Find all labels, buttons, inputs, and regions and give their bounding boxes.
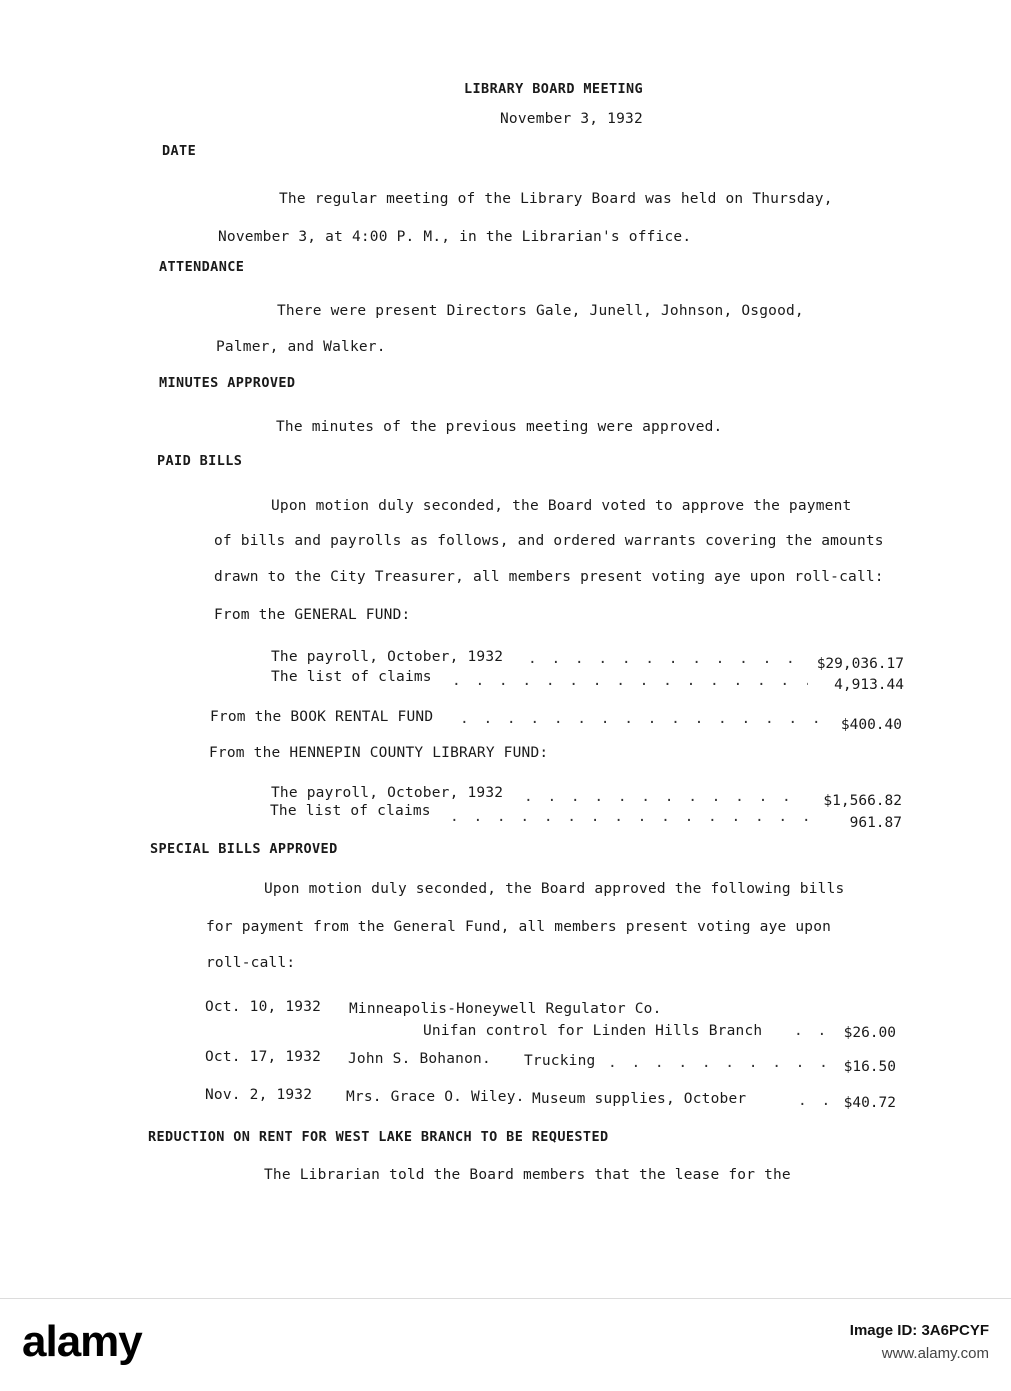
date-text-line-1: The regular meeting of the Library Board was held on Thursday,: [279, 191, 833, 207]
leader-dots: [524, 788, 806, 806]
special-bill-amount: $16.50: [843, 1059, 896, 1075]
special-bill-description: Unifan control for Linden Hills Branch: [423, 1023, 763, 1039]
reduction-text-line-1: The Librarian told the Board members that the lease for the: [264, 1167, 791, 1183]
attendance-text-line-2: Palmer, and Walker.: [216, 339, 386, 355]
special-bills-text-line-2: for payment from the General Fund, all members present voting aye upon: [206, 919, 832, 935]
heading-date: DATE: [162, 143, 197, 159]
special-bill-payee: Mrs. Grace O. Wiley.: [346, 1089, 525, 1105]
leader-dots: [452, 672, 808, 690]
date-text-line-2: November 3, at 4:00 P. M., in the Librarian's office.: [218, 229, 692, 245]
general-payroll-label: The payroll, October, 1932: [271, 649, 504, 665]
hennepin-payroll-label: The payroll, October, 1932: [271, 785, 504, 801]
image-url-label: www.alamy.com: [881, 1345, 989, 1362]
attendance-text-line-1: There were present Directors Gale, Junell, Johnson, Osgood,: [277, 303, 804, 319]
leader-dots: [528, 650, 800, 668]
heading-minutes-approved: MINUTES APPROVED: [159, 375, 296, 391]
hennepin-fund-label: From the HENNEPIN COUNTY LIBRARY FUND:: [209, 745, 549, 761]
special-bill-date: Nov. 2, 1932: [205, 1087, 313, 1103]
special-bill-payee: John S. Bohanon.: [348, 1051, 491, 1067]
leader-dots: [794, 1022, 834, 1040]
book-rental-amount: $400.40: [840, 717, 902, 733]
special-bill-description: Trucking: [524, 1053, 596, 1069]
minutes-text-line-1: The minutes of the previous meeting were approved.: [276, 419, 723, 435]
general-claims-label: The list of claims: [271, 669, 432, 685]
special-bill-date: Oct. 10, 1932: [205, 999, 322, 1015]
image-id-label: Image ID: 3A6PCYF: [849, 1322, 989, 1339]
special-bills-text-line-3: roll-call:: [206, 955, 296, 971]
alamy-logo: alamy: [22, 1317, 142, 1366]
paid-bills-text-line-2: of bills and payrolls as follows, and ordered warrants covering the amounts: [214, 533, 884, 549]
document-title: LIBRARY BOARD MEETING: [464, 81, 644, 97]
heading-reduction-rent: REDUCTION ON RENT FOR WEST LAKE BRANCH TO BE REQUESTED: [148, 1129, 609, 1145]
watermark-footer: [0, 1298, 1011, 1391]
special-bill-payee: Minneapolis-Honeywell Regulator Co.: [349, 1001, 662, 1017]
leader-dots: [608, 1054, 832, 1072]
leader-dots: [798, 1092, 832, 1110]
special-bill-description: Museum supplies, October: [532, 1091, 747, 1107]
special-bill-date: Oct. 17, 1932: [205, 1049, 322, 1065]
special-bill-amount: $40.72: [843, 1095, 896, 1111]
hennepin-claims-amount: 961.87: [849, 815, 902, 831]
heading-special-bills: SPECIAL BILLS APPROVED: [150, 841, 338, 857]
footer-bar: [0, 1299, 1011, 1391]
hennepin-payroll-amount: $1,566.82: [823, 793, 902, 809]
hennepin-claims-label: The list of claims: [270, 803, 431, 819]
general-claims-amount: 4,913.44: [834, 677, 904, 693]
book-rental-label: From the BOOK RENTAL FUND: [210, 709, 434, 725]
special-bill-amount: $26.00: [843, 1025, 896, 1041]
leader-dots: [460, 710, 826, 728]
paid-bills-text-line-3: drawn to the City Treasurer, all members present voting aye upon roll-call:: [214, 569, 884, 585]
general-payroll-amount: $29,036.17: [816, 656, 904, 672]
document-date: November 3, 1932: [500, 111, 643, 127]
heading-paid-bills: PAID BILLS: [157, 453, 243, 469]
heading-attendance: ATTENDANCE: [159, 259, 245, 275]
special-bills-text-line-1: Upon motion duly seconded, the Board approved the following bills: [264, 881, 845, 897]
paid-bills-text-line-1: Upon motion duly seconded, the Board voted to approve the payment: [271, 498, 852, 514]
general-fund-label: From the GENERAL FUND:: [214, 607, 411, 623]
leader-dots: [450, 808, 812, 826]
